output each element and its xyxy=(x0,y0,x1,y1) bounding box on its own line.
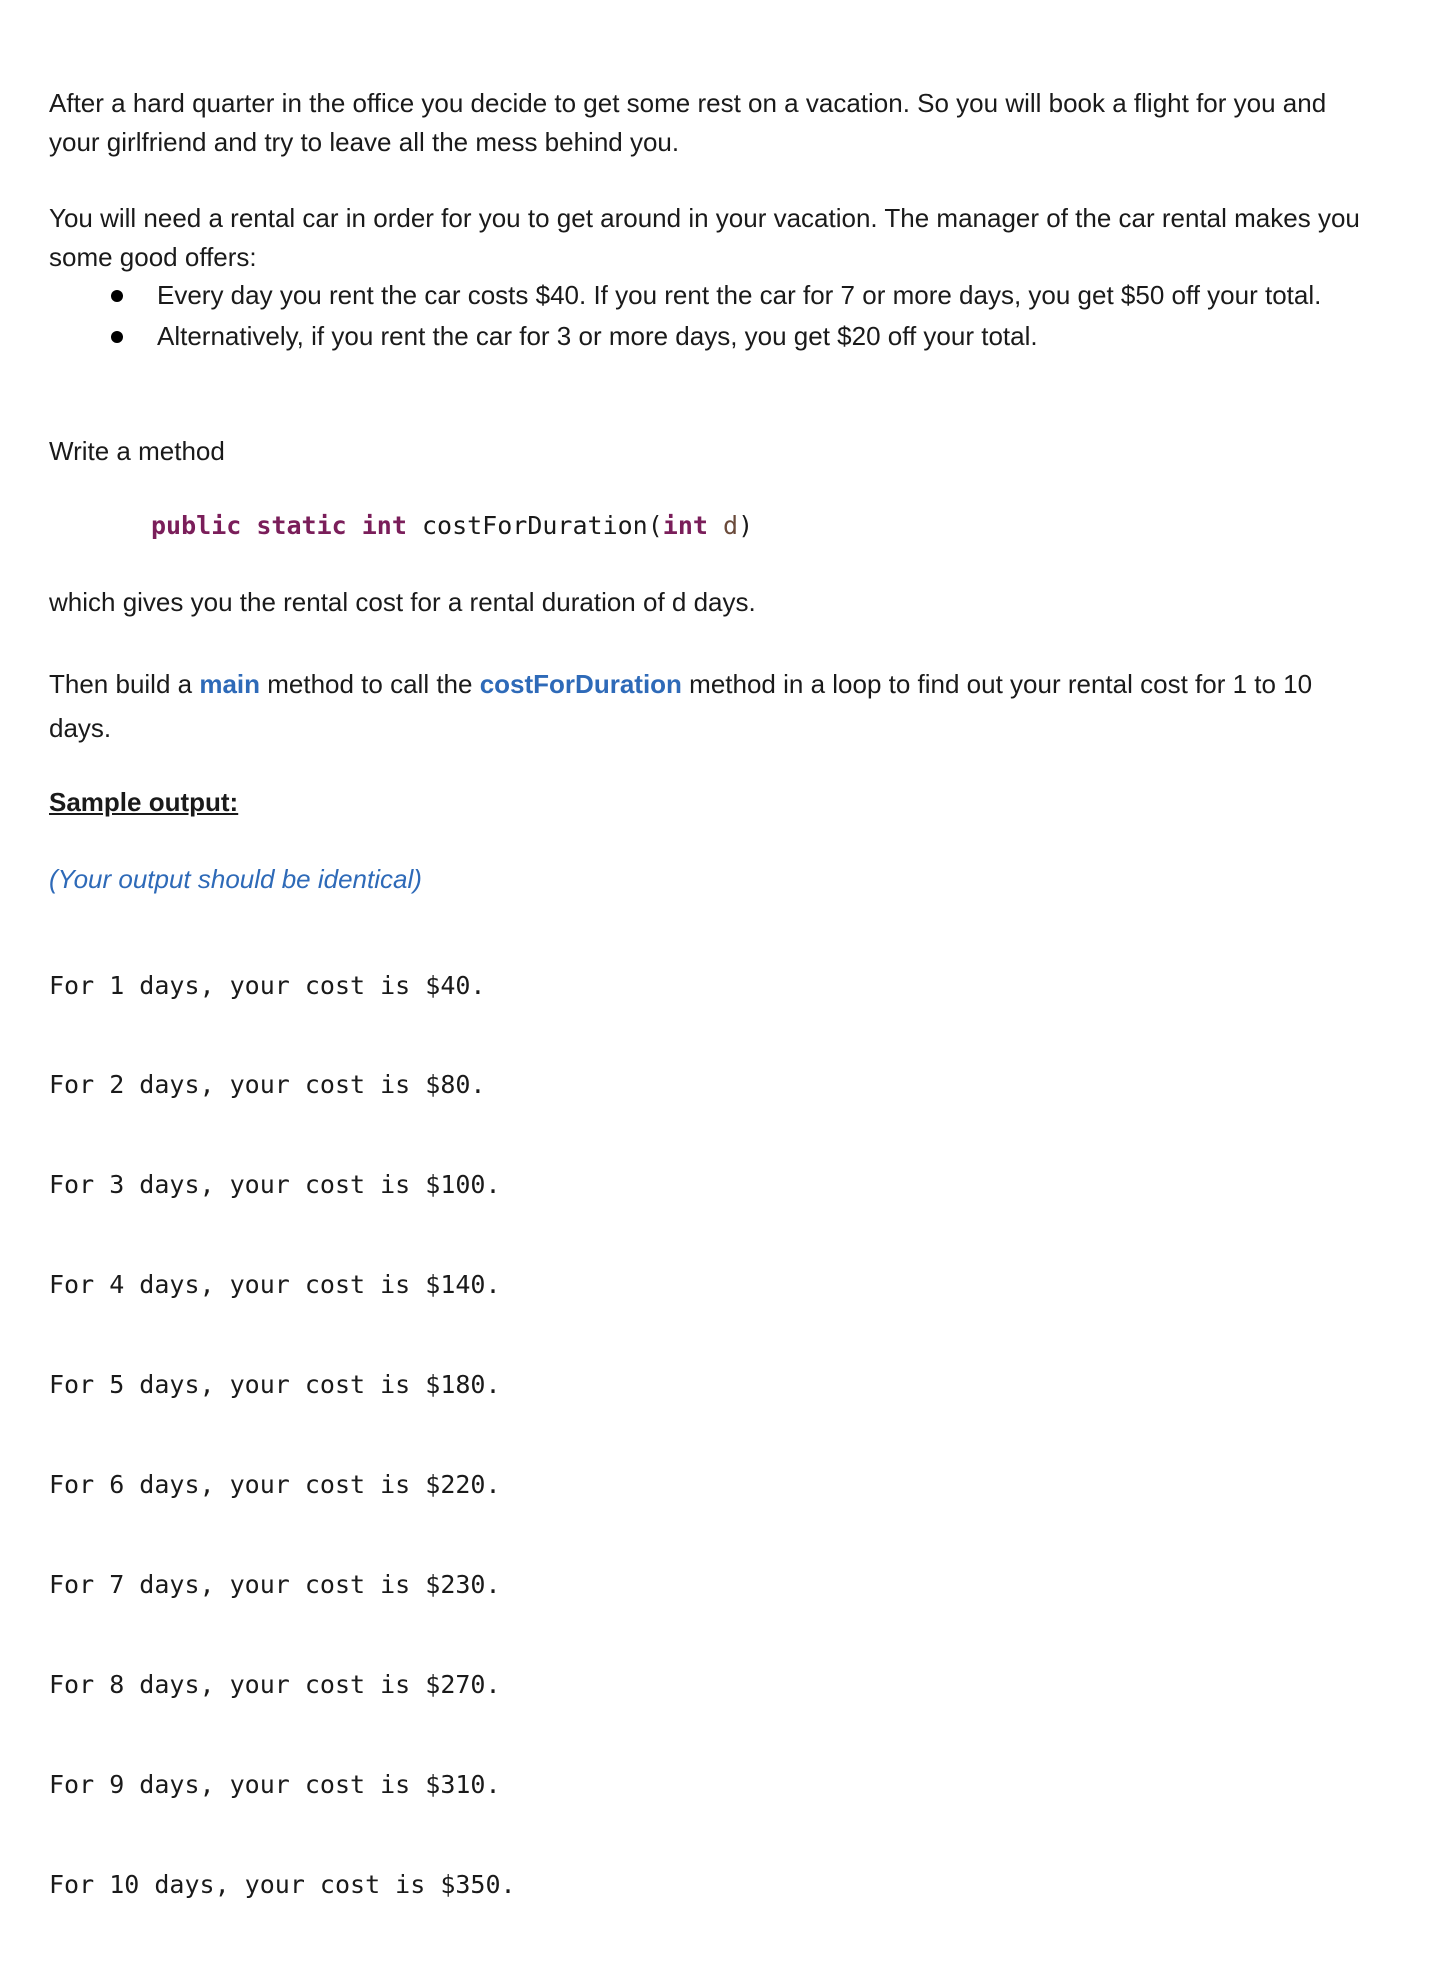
output-line: For 6 days, your cost is $220. xyxy=(49,1470,501,1500)
instruction-text: Then build a xyxy=(49,669,200,699)
sample-output xyxy=(49,902,516,1968)
output-line: For 7 days, your cost is $230. xyxy=(49,1569,501,1599)
rental-paragraph: You will need a rental car in order for you to get around in your vacation. The manager of the car rental makes you some good offers: xyxy=(49,203,1360,272)
keyword-public: public xyxy=(151,511,242,540)
bullet-icon xyxy=(111,331,123,343)
offer-text: Every day you rent the car costs $40. If you rent the car for 7 or more days, you get $50 off your total. xyxy=(157,280,1322,310)
output-line: For 1 days, your cost is $40. xyxy=(49,970,486,1000)
intro-paragraph: After a hard quarter in the office you decide to get some rest on a vacation. So you will book a flight for you and your girlfriend and try to leave all the mess behind you. xyxy=(49,88,1327,157)
bullet-icon xyxy=(111,290,123,302)
output-line: For 3 days, your cost is $100. xyxy=(49,1170,501,1200)
method-signature xyxy=(151,509,753,543)
param-type: int xyxy=(662,511,708,540)
method-highlight: costForDuration xyxy=(479,669,682,699)
sample-output-heading: Sample output: xyxy=(49,787,239,817)
gives-cost-paragraph: which gives you the rental cost for a rental duration of d days. xyxy=(49,587,756,617)
offer-item xyxy=(49,276,1389,314)
main-highlight: main xyxy=(199,669,261,699)
offers-list xyxy=(49,276,1389,358)
output-line: For 4 days, your cost is $140. xyxy=(49,1270,501,1300)
identical-note: (Your output should be identical) xyxy=(49,864,422,894)
main-instruction-paragraph xyxy=(49,662,1379,750)
keyword-static: static xyxy=(256,511,347,540)
write-method-paragraph: Write a method xyxy=(49,436,225,466)
offer-text: Alternatively, if you rent the car for 3 or more days, you get $20 off your total. xyxy=(157,321,1038,351)
output-line: For 2 days, your cost is $80. xyxy=(49,1070,486,1100)
method-name: costForDuration( xyxy=(421,511,663,540)
param-name: d xyxy=(723,511,739,540)
output-line: For 10 days, your cost is $350. xyxy=(49,1869,516,1899)
output-line: For 9 days, your cost is $310. xyxy=(49,1769,501,1799)
instruction-text: method to call the xyxy=(260,669,480,699)
output-line: For 8 days, your cost is $270. xyxy=(49,1669,501,1699)
offer-item xyxy=(49,317,1389,355)
instruction-text: method in a loop to find out your rental cost for 1 to 10 days. xyxy=(49,669,1313,743)
keyword-int: int xyxy=(361,511,407,540)
close-paren: ) xyxy=(738,511,754,540)
output-line: For 5 days, your cost is $180. xyxy=(49,1370,501,1400)
